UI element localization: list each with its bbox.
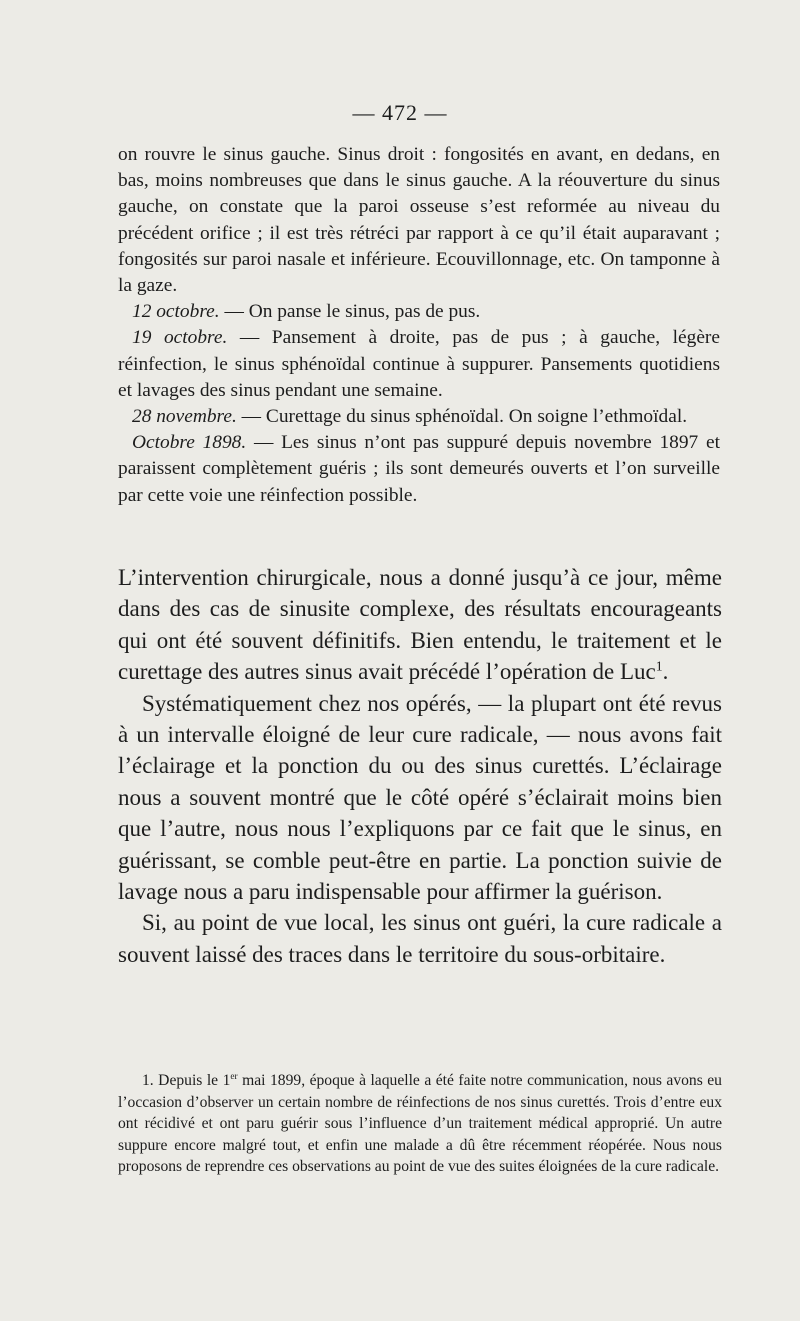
body-paragraph <box>118 907 722 970</box>
paragraph-text: Systématiquement chez nos opérés, — la plupart ont été revus à un intervalle éloigné de leur cure radicale, — nous avons fait l’éclairage et la ponction du ou des sinus curettés. L’éclairage nous a souvent montré que le côté opéré s’éclairait moins bien que l’autre, nous nous l’expliquons par ce fait que le sinus, en guérissant, se comble peut-être en partie. La ponction suivie de lavage nous a paru indispensable pour affirmer la guérison. <box>118 690 722 905</box>
case-paragraph <box>118 430 720 509</box>
case-text: on rouvre le sinus gauche. Sinus droit : fongosités en avant, en dedans, en bas, moins nombreuses que dans le sinus gauche. A la réouverture du sinus gauche, on constate que la paroi osseuse s’est reformée au niveau du précédent orifice ; il est très rétréci par rapport à ce qu’il était auparavant ; fongosités sur paroi nasale et inférieure. Ecouvillonnage, etc. On tamponne à la gaze. <box>118 144 720 297</box>
paragraph-text: L’intervention chirurgicale, nous a donné jusqu’à ce jour, même dans des cas de sinusite complexe, des résultats encourageants qui ont été souvent définitifs. Bien entendu, le traitement et le curettage des autres sinus avait précédé l’opération de Luc <box>118 565 722 685</box>
case-date: 19 octobre. <box>132 327 228 349</box>
body-paragraph <box>118 562 722 688</box>
footnote-marker: 1. <box>142 1072 154 1089</box>
footnote-superscript: er <box>230 1071 238 1082</box>
case-text: — Curettage du sinus sphénoïdal. On soigne l’ethmoïdal. <box>236 406 688 428</box>
case-paragraph <box>118 325 720 404</box>
case-date: 12 octobre. <box>132 301 220 323</box>
footnote-text: mai 1899, époque à laquelle a été faite notre communication, nous avons eu l’occasion d’observer un certain nombre de réinfections de nos sinus curettés. Trois d’entre eux ont récidivé et ont paru guérir sous l’influence d’un traitement médical approprié. Un autre suppure encore malgré tout, et enfin une malade a dû être récemment réopérée. Nous nous proposons de reprendre ces observations au point de vue des suites éloignées de la cure radicale. <box>118 1072 722 1176</box>
case-report <box>118 142 720 509</box>
case-paragraph <box>118 404 720 430</box>
case-text: — Les sinus n’ont pas suppuré depuis novembre 1897 et paraissent complètement guéris ; ils sont demeurés ouverts et l’on surveille par cette voie une réinfection possible. <box>118 432 720 506</box>
main-text <box>118 562 722 970</box>
paragraph-text: Si, au point de vue local, les sinus ont guéri, la cure radicale a souvent laissé des traces dans le territoire du sous-orbitaire. <box>118 910 722 967</box>
footnote-reference[interactable]: 1 <box>655 658 663 674</box>
case-paragraph <box>118 299 720 325</box>
case-text: — On panse le sinus, pas de pus. <box>219 301 481 323</box>
page-number: — 472 — <box>352 100 448 125</box>
case-paragraph <box>118 142 720 299</box>
case-date: Octobre 1898. <box>132 432 247 454</box>
case-text: — Pansement à droite, pas de pus ; à gauche, légère réinfection, le sinus sphénoïdal continue à suppurer. Pansements quotidiens et lavages des sinus pendant une semaine. <box>118 327 720 401</box>
body-paragraph <box>118 688 722 908</box>
paragraph-end: . <box>662 659 669 685</box>
footnote-paragraph <box>118 1070 722 1178</box>
case-date: 28 novembre. <box>132 406 237 428</box>
footnote-text-start: Depuis le 1 <box>153 1072 231 1089</box>
footnote <box>118 1070 722 1178</box>
